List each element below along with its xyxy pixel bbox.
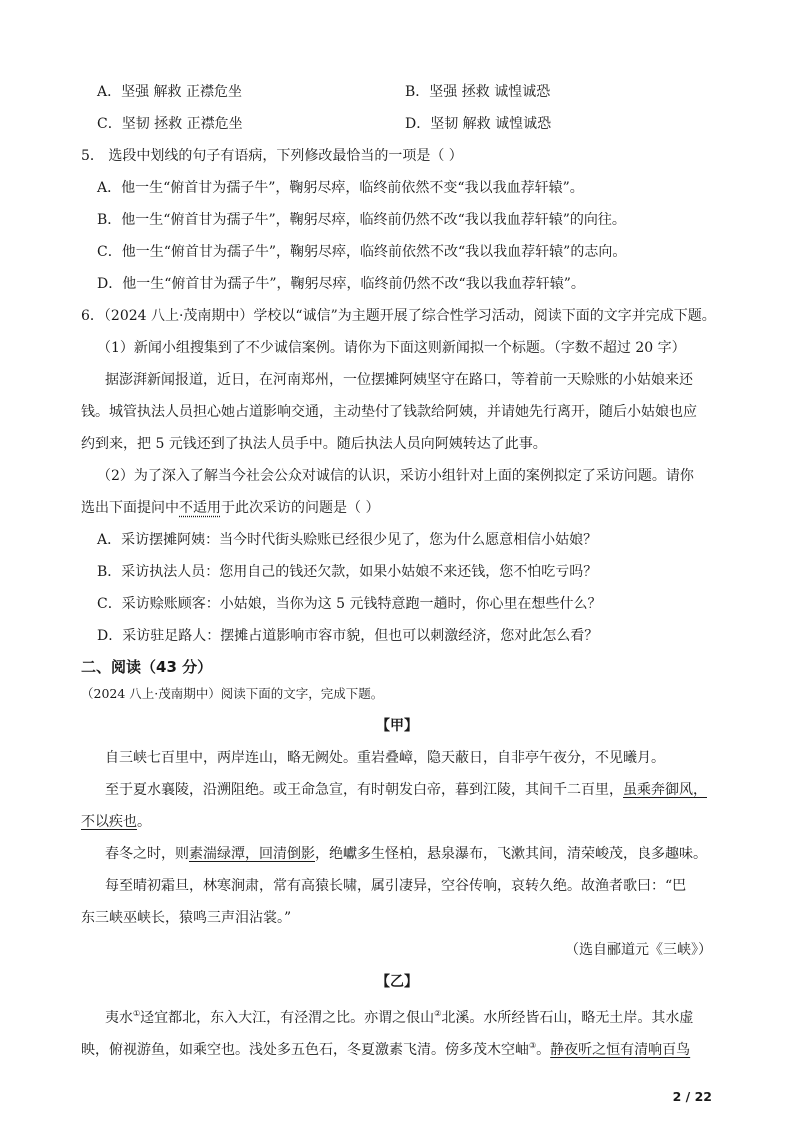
- jia-line-4-text-end: ，绝巘多生怪柏，悬泉瀑布，飞漱其间，清荣峻茂，良多趣味。: [315, 846, 707, 862]
- news-line-1: 据澎湃新闻报道，近日，在河南郑州，一位摆摊阿姨坚守在路口，等着前一天赊账的小姑娘来还: [105, 372, 693, 388]
- jia-citation: （选自郦道元《三峡》）: [565, 942, 712, 958]
- jia-line-3: [81, 812, 151, 832]
- jia-line-1: 自三峡七百里中，两岸连山，略无阙处。重岩叠嶂，隐天蔽日，自非亭午夜分，不见曦月。: [105, 750, 665, 766]
- underlined-phrase: 不以疾也: [81, 814, 137, 830]
- emphasis-not-applicable: 不适用: [179, 500, 221, 516]
- q6-option-a[interactable]: A．采访摆摊阿姨：当今时代街头赊账已经很少见了，您为什么愿意相信小姑娘？: [97, 532, 598, 548]
- q5-option-d[interactable]: D．他一生“俯首甘为孺子牛”，鞠躬尽瘁，临终前仍然不改“我以我血荐轩辕”。: [97, 276, 585, 292]
- jia-line-4-text: 春冬之时，则: [105, 846, 189, 862]
- news-line-2: 钱。城管执法人员担心她占道影响交通，主动垫付了钱款给阿姨，并请她先行离开，随后小姑娘也应: [81, 404, 697, 420]
- yi-line-1: [105, 1004, 693, 1028]
- jia-line-5: 每至晴初霜旦，林寒涧肃，常有高猿长啸，属引凄异，空谷传响，哀转久绝。故渔者歌曰：“巴: [105, 878, 687, 894]
- page-number: 2 / 22: [672, 1089, 712, 1104]
- q6-part2-prompt: （2）为了深入了解当今社会公众对诚信的认识，采访小组针对上面的案例拟定了采访问题。请你: [97, 468, 694, 484]
- footnote-mark[interactable]: ③: [529, 1041, 537, 1050]
- q4-option-b[interactable]: B．坚强 拯救 诚惶诚恐: [405, 84, 551, 100]
- yi-text: 迳宜都北，东入大江，有泾渭之比。亦谓之佷山: [140, 1010, 435, 1026]
- q6-option-b[interactable]: B．采访执法人员：您用自己的钱还欠款，如果小姑娘不来还钱，您不怕吃亏吗？: [97, 564, 598, 580]
- underlined-phrase: 素湍绿潭，回清倒影: [189, 846, 315, 862]
- prompt-text: 选出下面提问中: [81, 500, 179, 516]
- q6-part1-prompt: （1）新闻小组搜集到了不少诚信案例。请你为下面这则新闻拟一个标题。（字数不超过 20 字）: [97, 340, 686, 356]
- yi-text: 映，俯视游鱼，如乘空也。浅处多五色石，冬夏激素飞清。傍多茂木空岫: [81, 1042, 529, 1058]
- jia-line-6: 东三峡巫峡长，猿鸣三声泪沾裳。”: [81, 910, 292, 926]
- q4-option-c[interactable]: C．坚韧 拯救 正襟危坐: [97, 116, 243, 132]
- q6-option-d[interactable]: D．采访驻足路人：摆摊占道影响市容市貌，但也可以刺激经济，您对此怎么看？: [97, 628, 599, 644]
- q4-option-d[interactable]: D．坚韧 解救 诚惶诚恐: [405, 116, 552, 132]
- yi-text: 北溪。水所经皆石山，略无土岸。其水虚: [441, 1010, 694, 1026]
- q5-stem: 5． 选段中划线的句子有语病，下列修改最恰当的一项是（ ）: [81, 148, 463, 164]
- jia-line-2-text: 至于夏水襄陵，沿溯阻绝。或王命急宣，有时朝发白帝，暮到江陵，其间千二百里，: [105, 782, 623, 798]
- jia-line-4: [105, 844, 707, 864]
- prompt-text-end: 于此次采访的问题是（ ）: [221, 500, 380, 516]
- q6-stem: 6．（2024 八上·茂南期中）学校以“诚信”为主题开展了综合性学习活动，阅读下面的文字并完成下题。: [81, 308, 716, 324]
- section-heading: 二、阅读（43 分）: [81, 658, 213, 676]
- underlined-phrase: 虽乘奔御风，: [623, 782, 707, 798]
- jia-line-3-text: 。: [137, 814, 151, 830]
- q4-option-a[interactable]: A．坚强 解救 正襟危坐: [97, 84, 243, 100]
- q6-option-c[interactable]: C．采访赊账顾客：小姑娘，当你为这 5 元钱特意跑一趟时，你心里在想些什么？: [97, 596, 602, 612]
- yi-line-2: [81, 1036, 690, 1060]
- q6-part2-prompt-cont: [81, 498, 379, 518]
- footnote-mark[interactable]: ②: [434, 1009, 442, 1018]
- underlined-phrase: 静夜听之恒有清响百鸟: [550, 1042, 691, 1058]
- yi-text: 。: [536, 1042, 551, 1058]
- q5-option-c[interactable]: C．他一生“俯首甘为孺子牛”，鞠躬尽瘁，临终前依然不改“我以我血荐轩辕”的志向。: [97, 244, 627, 260]
- section-source: （2024 八上·茂南期中）阅读下面的文字，完成下题。: [81, 686, 384, 701]
- passage-yi-label: 【乙】: [376, 974, 418, 990]
- jia-line-2: [105, 780, 707, 800]
- news-line-3: 约到来，把 5 元钱还到了执法人员手中。随后执法人员向阿姨转达了此事。: [81, 436, 547, 452]
- footnote-mark[interactable]: ①: [133, 1009, 141, 1018]
- passage-jia-label: 【甲】: [376, 718, 418, 734]
- q5-option-a[interactable]: A．他一生“俯首甘为孺子牛”，鞠躬尽瘁，临终前依然不变“我以我血荐轩辕”。: [97, 180, 584, 196]
- yi-text: 夷水: [105, 1010, 133, 1026]
- q5-option-b[interactable]: B．他一生“俯首甘为孺子牛”，鞠躬尽瘁，临终前仍然不改“我以我血荐轩辕”的向往。: [97, 212, 626, 228]
